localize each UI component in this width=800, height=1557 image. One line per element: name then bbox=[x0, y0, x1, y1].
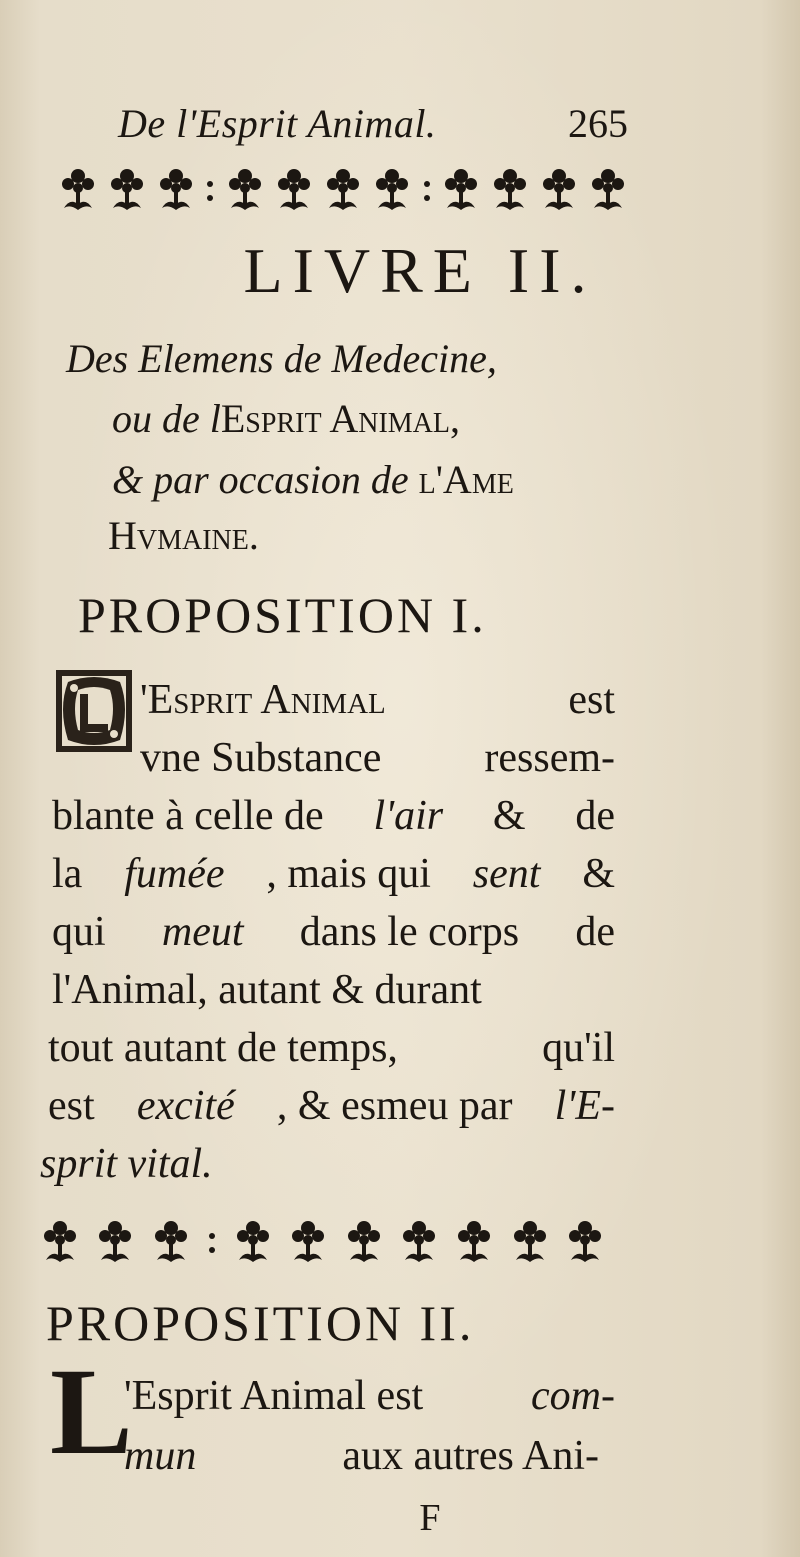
fleuron-icon bbox=[156, 164, 196, 216]
prop1-line-4-italic-2: sent bbox=[472, 851, 541, 897]
prop1-line-2-start: vne Substance bbox=[140, 735, 382, 781]
subtitle-line-4: Hvmaine. bbox=[108, 513, 259, 558]
prop1-line-9-text: sprit vital. bbox=[40, 1141, 213, 1187]
prop1-line-9 bbox=[40, 1140, 213, 1188]
prop1-line-5 bbox=[52, 908, 615, 956]
prop2-line-1-start: 'Esprit Animal est bbox=[124, 1373, 424, 1419]
fleuron-icon bbox=[233, 1216, 273, 1268]
signature-mark: F bbox=[419, 1497, 441, 1539]
prop1-line-7-end: qu'il bbox=[542, 1025, 615, 1071]
prop1-line-1-caps: 'Esprit Animal bbox=[140, 677, 386, 723]
fleuron-icon bbox=[372, 164, 412, 216]
fleuron-ornament-row-top bbox=[58, 160, 628, 220]
proposition-1-heading: PROPOSITION I. bbox=[78, 587, 487, 643]
prop1-line-3-italic: l'air bbox=[373, 793, 444, 839]
ornament-separator-icon bbox=[206, 1216, 218, 1268]
prop1-line-6-text: l'Animal, autant & durant bbox=[52, 967, 482, 1013]
prop1-line-7 bbox=[48, 1024, 615, 1072]
fleuron-icon bbox=[151, 1216, 191, 1268]
fleuron-icon bbox=[58, 164, 98, 216]
prop1-line-2 bbox=[140, 734, 615, 782]
prop1-line-4-mid: , mais qui bbox=[266, 851, 431, 897]
fleuron-icon bbox=[510, 1216, 550, 1268]
prop1-line-2-end: ressem- bbox=[484, 735, 615, 781]
prop1-line-8-mid: , & esmeu par bbox=[276, 1083, 513, 1129]
fleuron-icon bbox=[539, 164, 579, 216]
fleuron-icon bbox=[565, 1216, 605, 1268]
fleuron-icon bbox=[40, 1216, 80, 1268]
prop2-line-2-end: aux autres Ani- bbox=[342, 1433, 599, 1479]
subtitle-line-3-caps: l'Ame bbox=[418, 457, 514, 502]
prop1-line-1-end: est bbox=[568, 677, 615, 723]
running-head bbox=[118, 100, 628, 156]
fleuron-ornament-row-bottom bbox=[40, 1212, 605, 1272]
prop1-line-3-start: blante à celle de bbox=[52, 793, 324, 839]
fleuron-icon bbox=[454, 1216, 494, 1268]
proposition-2-heading: PROPOSITION II. bbox=[46, 1295, 475, 1351]
prop1-line-8-end: l'E- bbox=[554, 1083, 615, 1129]
prop1-line-5-end: de bbox=[575, 909, 615, 955]
book-heading: LIVRE II. bbox=[243, 235, 597, 306]
prop2-line-2 bbox=[124, 1432, 599, 1480]
fleuron-icon bbox=[323, 164, 363, 216]
prop1-line-3-end: de bbox=[575, 793, 615, 839]
fleuron-icon bbox=[95, 1216, 135, 1268]
prop1-line-4 bbox=[52, 850, 615, 898]
prop1-line-5-italic: meut bbox=[161, 909, 244, 955]
prop1-line-5-mid: dans le corps bbox=[299, 909, 520, 955]
ornament-separator-icon bbox=[204, 164, 216, 216]
ornament-separator-icon bbox=[421, 164, 433, 216]
prop1-line-8-start: est bbox=[48, 1083, 95, 1129]
prop1-line-1 bbox=[140, 676, 615, 724]
subtitle-line-2-italic: ou de l bbox=[112, 396, 221, 441]
prop1-line-6 bbox=[52, 966, 615, 1014]
prop1-line-4-italic-1: fumée bbox=[124, 851, 225, 897]
ornate-initial-icon bbox=[54, 668, 134, 754]
fleuron-icon bbox=[225, 164, 265, 216]
subtitle-line-2-caps: Esprit Animal, bbox=[220, 396, 461, 441]
drop-cap-letter-2: L bbox=[50, 1343, 133, 1480]
prop1-line-7-start: tout autant de temps, bbox=[48, 1025, 398, 1071]
fleuron-icon bbox=[344, 1216, 384, 1268]
prop1-line-4-start: la bbox=[52, 851, 83, 897]
fleuron-icon bbox=[107, 164, 147, 216]
subtitle-line-3 bbox=[112, 456, 514, 503]
running-title: De l'Esprit Animal. bbox=[118, 101, 437, 146]
prop1-line-3 bbox=[52, 792, 615, 840]
subtitle-line-1: Des Elemens de Medecine, bbox=[66, 336, 497, 381]
fleuron-icon bbox=[274, 164, 314, 216]
subtitle-line-2 bbox=[112, 395, 460, 442]
prop2-line-1-end: com- bbox=[531, 1373, 615, 1419]
prop1-line-5-start: qui bbox=[52, 909, 106, 955]
prop2-line-1 bbox=[124, 1372, 615, 1420]
fleuron-icon bbox=[399, 1216, 439, 1268]
fleuron-icon bbox=[490, 164, 530, 216]
fleuron-icon bbox=[441, 164, 481, 216]
prop1-line-8-italic: excité bbox=[136, 1083, 235, 1129]
fleuron-icon bbox=[288, 1216, 328, 1268]
prop2-line-2-start: mun bbox=[124, 1433, 197, 1479]
prop1-line-4-end: & bbox=[582, 851, 615, 897]
prop1-line-3-mid: & bbox=[492, 793, 526, 839]
fleuron-icon bbox=[588, 164, 628, 216]
subtitle-line-3-italic: & par occasion de bbox=[112, 457, 409, 502]
prop1-line-8 bbox=[48, 1082, 615, 1130]
page-number: 265 bbox=[568, 101, 628, 146]
